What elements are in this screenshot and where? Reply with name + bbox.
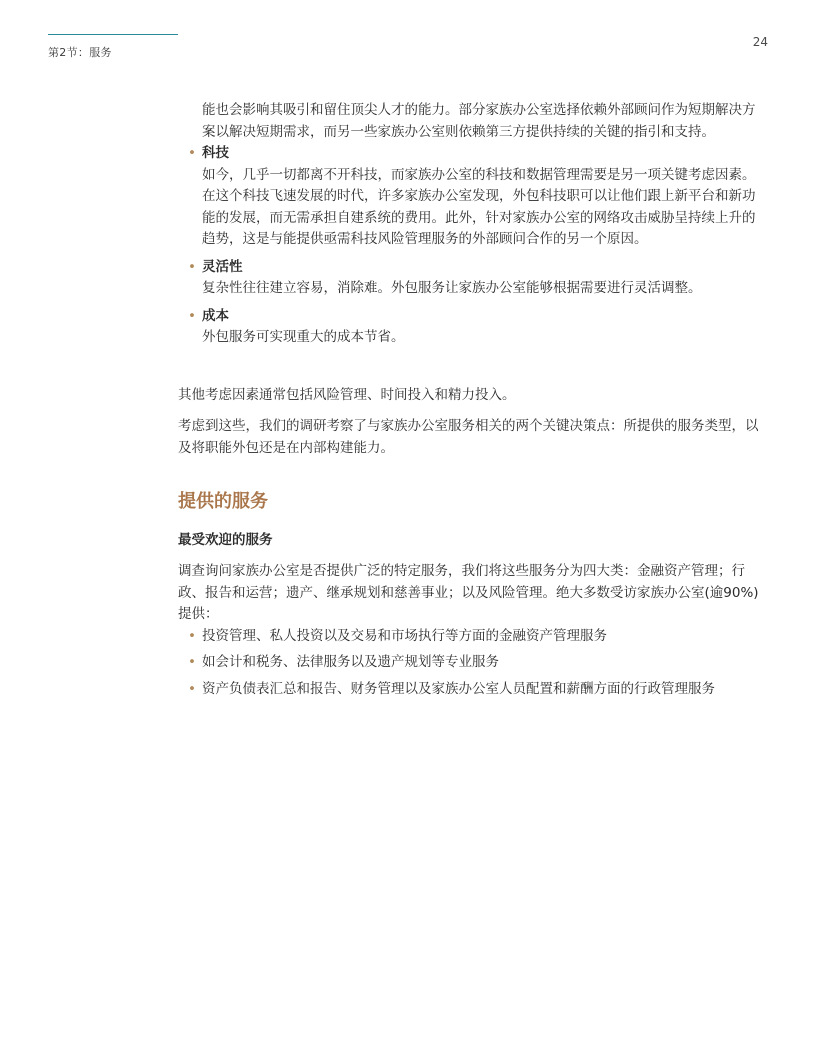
bullet-icon: • — [188, 627, 196, 644]
factor-title: 科技 — [202, 145, 229, 161]
bullet-icon: • — [188, 307, 196, 324]
sub-heading: 最受欢迎的服务 — [178, 531, 273, 548]
list-item-cost — [178, 306, 762, 349]
factor-text: 复杂性往往建立容易，消除难。外包服务让家族办公室能够根据需要进行灵活调整。 — [202, 280, 702, 296]
services-list — [178, 626, 762, 701]
service-text: 如会计和税务、法律服务以及遗产规划等专业服务 — [202, 654, 499, 671]
section-label: 第2节：服务 — [48, 46, 112, 59]
factor-text: 外包服务可实现重大的成本节省。 — [202, 329, 405, 345]
continuation-paragraph: 能也会影响其吸引和留住顶尖人才的能力。部分家族办公室选择依赖外部顾问作为短期解决方案以解决短期需求，而另一些家族办公室则依赖第三方提供持续的关键的指引和支持。 — [202, 102, 756, 140]
list-item — [178, 679, 762, 701]
list-item-flexibility — [178, 257, 762, 300]
bullet-icon: • — [188, 680, 196, 697]
factor-title: 成本 — [202, 307, 229, 324]
factor-text: 如今，几乎一切都离不开科技，而家族办公室的科技和数据管理需要是另一项关键考虑因素。在这个科技飞速发展的时代，许多家族办公室发现，外包科技职可以让他们跟上新平台和新功能的发展，而无需承担自建系统的费用。此外，针对家族办公室的网络攻击威胁呈持续上升的趋势，这是与能提供亟需科技风险管理服务的外部顾问合作的另一个原因。 — [202, 166, 756, 247]
factor-list — [178, 143, 762, 349]
list-item — [178, 652, 762, 674]
service-text: 资产负债表汇总和报告、财务管理以及家族办公室人员配置和薪酬方面的行政管理服务 — [202, 680, 715, 697]
list-item-technology — [178, 143, 762, 251]
header-rule — [48, 34, 178, 35]
bullet-icon: • — [188, 654, 196, 671]
bullet-icon: • — [188, 145, 196, 161]
services-intro-paragraph: 调查询问家族办公室是否提供广泛的特定服务，我们将这些服务分为四大类：金融资产管理；行政、报告和运营；遗产、继承规划和慈善事业；以及风险管理。绝大多数受访家族办公室(逾90%)提供： — [178, 563, 759, 623]
page-number: 24 — [752, 35, 768, 49]
other-factors-paragraph: 其他考虑因素通常包括风险管理、时间投入和精力投入。 — [178, 386, 516, 403]
decision-points-paragraph: 考虑到这些，我们的调研考察了与家族办公室服务相关的两个关键决策点：所提供的服务类型，以及将职能外包还是在内部构建能力。 — [178, 418, 759, 456]
factor-title: 灵活性 — [202, 258, 243, 275]
service-text: 投资管理、私人投资以及交易和市场执行等方面的金融资产管理服务 — [202, 627, 607, 644]
bullet-icon: • — [188, 258, 196, 275]
list-item — [178, 626, 762, 648]
page-content — [178, 100, 762, 700]
section-heading: 提供的服务 — [178, 491, 268, 512]
